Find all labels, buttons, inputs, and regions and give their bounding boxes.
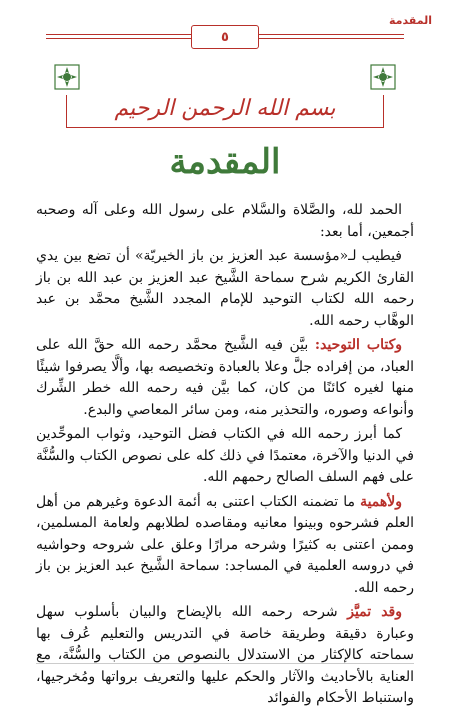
paragraph xyxy=(36,602,414,710)
paragraph xyxy=(36,200,414,243)
paragraph xyxy=(36,424,414,489)
floral-ornament-icon xyxy=(370,64,396,90)
paragraph xyxy=(36,246,414,332)
paragraph-text: كما أبرز رحمه الله في الكتاب فضل التوحيد، وثواب الموحِّدين في الدنيا والآخرة، معتمدًا في ذلك كله على نصوص الكتاب والسُّنَّة على فهم السلف الصالح رحمهم الله. xyxy=(36,426,414,485)
paragraph-text: الحمد لله، والصَّلاة والسَّلام على رسول الله وعلى آله وصحبه أجمعين، أما بعد: xyxy=(36,202,414,240)
running-header: المقدمة xyxy=(388,14,432,27)
paragraph xyxy=(36,335,414,421)
paragraph-lead: وقد تميَّز xyxy=(347,604,402,620)
paragraph-lead: وكتاب التوحيد: xyxy=(314,337,403,353)
floral-ornament-icon xyxy=(54,64,80,90)
page-number-box xyxy=(191,25,259,49)
paragraph xyxy=(36,492,414,600)
frame-rule xyxy=(66,127,384,128)
paragraph-text: بيَّن فيه الشَّيخ محمَّد رحمه الله حقَّ الله على العباد، من إفراده جلَّ وعلا بالعبادة وتخصيصه بها، وألَّا يصرفوا شيئًا منها لغيره كائنًا من كان، كما بيَّن فيه رحمه الله خطر الشِّرك وأنواعه وصوره، والتحذير منه، ومن سائر المعاصي والبدع. xyxy=(36,337,414,418)
page-number: ٥ xyxy=(221,29,229,45)
paragraph-lead: ولأهمية xyxy=(360,493,403,510)
paragraph-text: شرحه رحمه الله بالإيضاح والبيان بأسلوب سهل وعبارة دقيقة وطريقة خاصة في التدريس والتعليم عُرف بها سماحته كالإكثار من الاستدلال بالنصوص من الكتاب والسُّنَّة، مع العناية بالأحاديث والآثار والحكم عليها والتعريف برواتها ومُخرجيها، واستنباط الأحكام والفوائد xyxy=(36,604,414,706)
basmala-calligraphy: بسم الله الرحمن الرحيم xyxy=(114,96,336,121)
paragraph-text: فيطيب لـ«مؤسسة عبد العزيز بن باز الخيريّة» أن تضع بين يدي القارئ الكريم شرح سماحة الشَّيخ عبد العزيز بن عبد الله بن باز رحمه الله لكتاب التوحيد للإمام المجدد الشَّيخ محمَّد بن عبد الوهَّاب رحمه الله. xyxy=(36,248,414,329)
footer-rule xyxy=(36,663,414,664)
paragraph-text: ما تضمنه الكتاب اعتنى به أئمة الدعوة وغيرهم من أهل العلم فشرحوه وبينوا معانيه ومقاصده لطلابهم ولعامة المسلمين، وممن اعتنى به كثيرًا وشرحه مرارًا وعلق على شروحه وحواشيه في دروسه العلمية في المساجد: سماحة الشَّيخ عبد العزيز بن باز رحمه الله. xyxy=(36,493,414,596)
page-title: المقدمة xyxy=(169,142,281,182)
body-text xyxy=(36,200,414,713)
